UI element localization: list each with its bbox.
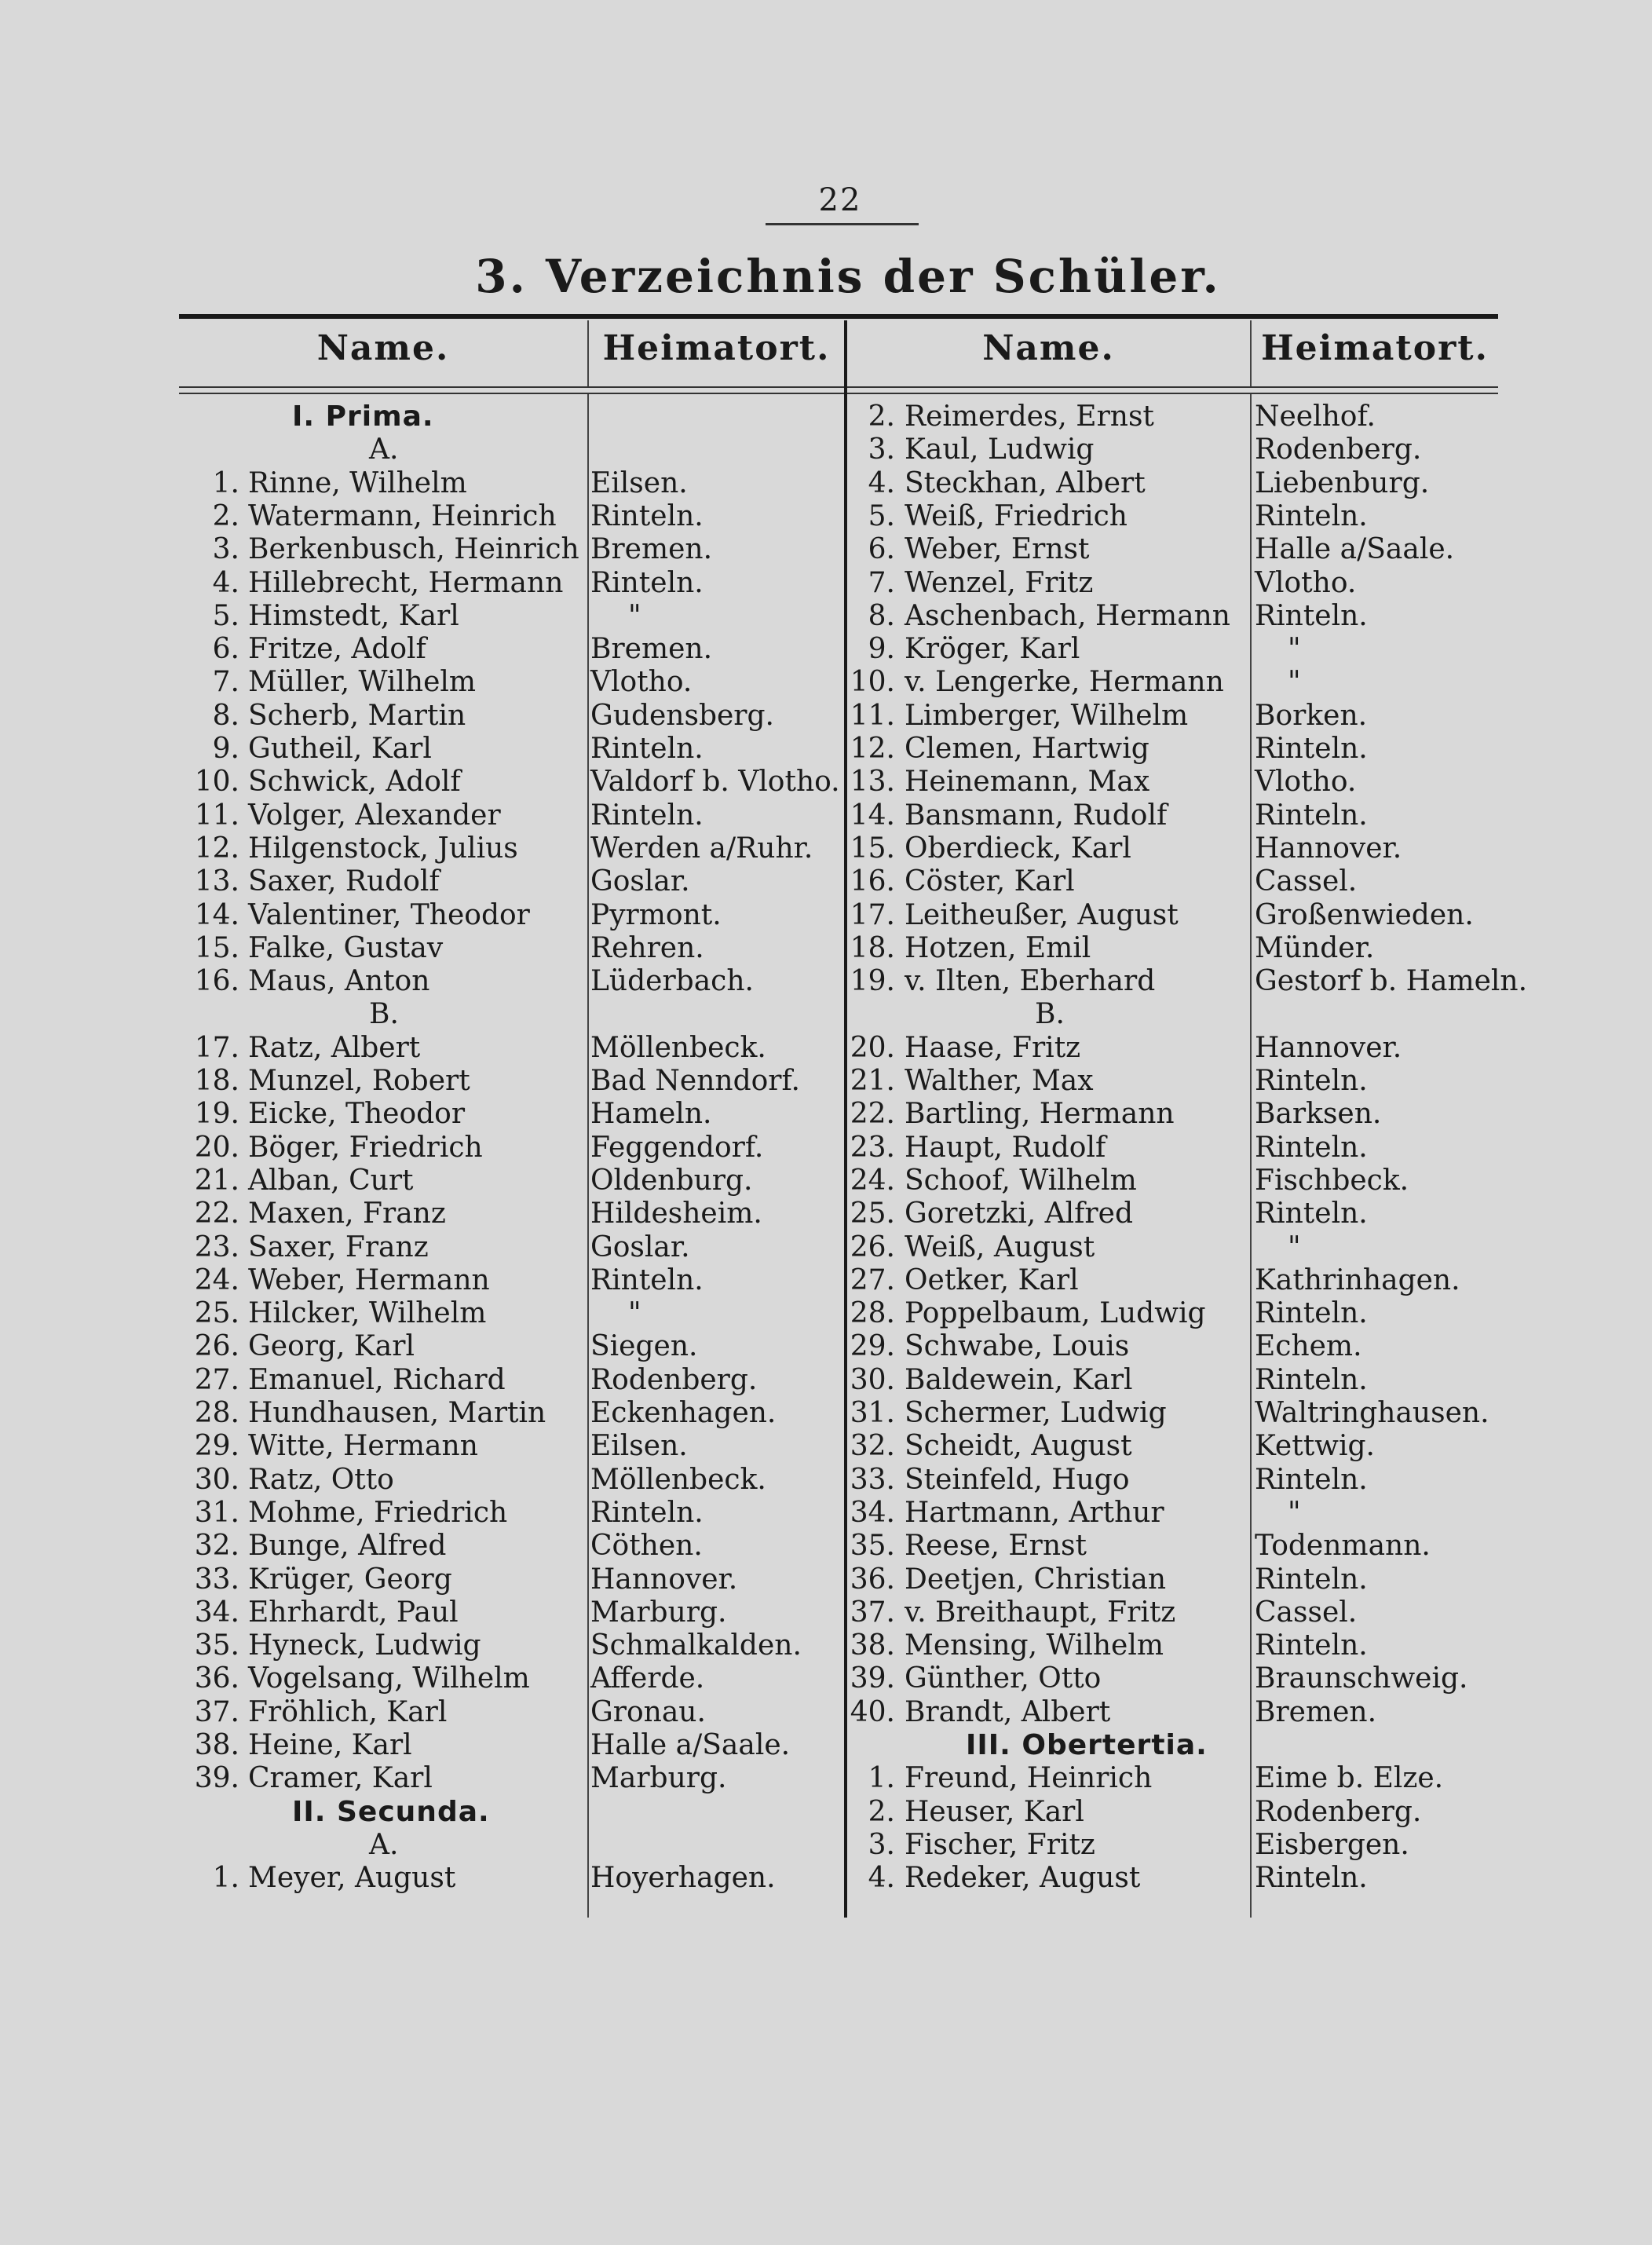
hometown: Barksen. <box>1255 1098 1382 1131</box>
student-name: Schoof, Wilhelm <box>905 1164 1137 1197</box>
student-number: 5. <box>868 499 895 532</box>
hometown: Hannover. <box>1255 832 1402 865</box>
student-name: v. Lengerke, Hermann <box>905 666 1224 699</box>
subsection-secunda-b: B. <box>1035 998 1065 1031</box>
student-number: 14. <box>850 799 895 832</box>
hometown: Rinteln. <box>1255 799 1368 832</box>
student-name: Hilgenstock, Julius <box>248 832 518 865</box>
hometown: Neelhof. <box>1255 400 1376 433</box>
student-number: 15. <box>850 832 895 865</box>
student-number: 26. <box>850 1230 895 1263</box>
hometown: Hameln. <box>590 1098 712 1131</box>
student-name: Bartling, Hermann <box>905 1098 1175 1131</box>
student-number: 38. <box>194 1729 239 1761</box>
hometown: Rinteln. <box>590 499 704 532</box>
hometown: Gudensberg. <box>590 699 774 732</box>
student-number: 9. <box>212 733 239 765</box>
header-bottom-rule-2 <box>179 393 1498 394</box>
hometown: Vlotho. <box>590 666 693 699</box>
hometown: Cöthen. <box>590 1530 703 1563</box>
column-divider-left-body <box>587 394 589 1918</box>
hometown: Halle a/Saale. <box>590 1729 791 1761</box>
student-number: 40. <box>850 1695 895 1728</box>
student-number: 17. <box>850 898 895 931</box>
student-number: 13. <box>850 766 895 799</box>
student-number: 5. <box>212 599 239 632</box>
student-number: 4. <box>868 1862 895 1895</box>
student-number: 6. <box>212 633 239 666</box>
student-number: 19. <box>850 965 895 998</box>
student-name: Watermann, Heinrich <box>248 499 557 532</box>
column-divider-right-body <box>1250 394 1252 1918</box>
hometown: Rinteln. <box>590 566 704 599</box>
student-number: 1. <box>868 1762 895 1795</box>
ditto-mark: " <box>1288 633 1301 666</box>
student-name: Leitheußer, August <box>905 898 1179 931</box>
hometown: Rinteln. <box>590 1496 704 1529</box>
hometown: Hildesheim. <box>590 1197 762 1230</box>
hometown: Hannover. <box>1255 1031 1402 1064</box>
student-name: Goretzki, Alfred <box>905 1197 1133 1230</box>
student-number: 33. <box>850 1463 895 1496</box>
student-number: 28. <box>850 1297 895 1330</box>
student-number: 39. <box>850 1662 895 1695</box>
student-name: Valentiner, Theodor <box>248 898 530 931</box>
student-number: 20. <box>194 1131 239 1164</box>
student-number: 30. <box>194 1463 239 1496</box>
student-name: Ehrhardt, Paul <box>248 1596 459 1629</box>
hometown: Rodenberg. <box>1255 433 1422 466</box>
student-number: 8. <box>868 599 895 632</box>
student-number: 25. <box>194 1297 239 1330</box>
student-number: 13. <box>194 865 239 898</box>
hometown: Goslar. <box>590 1230 690 1263</box>
student-name: Krüger, Georg <box>248 1563 452 1596</box>
header-bottom-rule <box>179 386 1498 388</box>
hometown: Vlotho. <box>1255 766 1357 799</box>
hometown: Rinteln. <box>1255 1363 1368 1396</box>
student-name: Fröhlich, Karl <box>248 1695 448 1728</box>
student-name: Falke, Gustav <box>248 931 444 964</box>
student-name: Witte, Hermann <box>248 1430 478 1463</box>
student-name: Maus, Anton <box>248 965 430 998</box>
student-name: Fischer, Fritz <box>905 1828 1095 1861</box>
ditto-mark: " <box>628 599 641 632</box>
page-number-rule <box>766 223 919 225</box>
student-number: 3. <box>868 1828 895 1861</box>
student-name: Volger, Alexander <box>248 799 501 832</box>
student-name: Hartmann, Arthur <box>905 1496 1164 1529</box>
student-name: Heine, Karl <box>248 1729 412 1761</box>
col-header-name-right: Name. <box>982 328 1115 368</box>
hometown: Cassel. <box>1255 865 1358 898</box>
student-name: Mensing, Wilhelm <box>905 1629 1164 1662</box>
student-number: 2. <box>868 1795 895 1828</box>
student-name: Ratz, Otto <box>248 1463 394 1496</box>
hometown: Hoyerhagen. <box>590 1862 776 1895</box>
student-number: 39. <box>194 1762 239 1795</box>
student-number: 20. <box>850 1031 895 1064</box>
student-name: v. Ilten, Eberhard <box>905 965 1156 998</box>
student-name: Limberger, Wilhelm <box>905 699 1189 732</box>
student-name: Berkenbusch, Heinrich <box>248 533 579 566</box>
student-number: 22. <box>850 1098 895 1131</box>
student-number: 29. <box>850 1330 895 1363</box>
student-number: 25. <box>850 1197 895 1230</box>
hometown: Rehren. <box>590 931 704 964</box>
section-heading-obertertia: III. Obertertia. <box>966 1729 1208 1761</box>
student-name: Böger, Friedrich <box>248 1131 483 1164</box>
student-number: 37. <box>194 1695 239 1728</box>
hometown: Eilsen. <box>590 1430 688 1463</box>
student-number: 12. <box>850 733 895 765</box>
student-name: Fritze, Adolf <box>248 633 426 666</box>
student-name: Deetjen, Christian <box>905 1563 1167 1596</box>
student-number: 17. <box>194 1031 239 1064</box>
student-number: 23. <box>850 1131 895 1164</box>
student-name: Alban, Curt <box>248 1164 414 1197</box>
hometown: Rinteln. <box>590 733 704 765</box>
student-name: Weber, Hermann <box>248 1263 490 1296</box>
student-number: 23. <box>194 1230 239 1263</box>
student-number: 11. <box>194 799 239 832</box>
student-name: Oberdieck, Karl <box>905 832 1131 865</box>
student-number: 32. <box>194 1530 239 1563</box>
student-number: 1. <box>212 466 239 499</box>
hometown: Feggendorf. <box>590 1131 764 1164</box>
student-number: 2. <box>868 400 895 433</box>
student-name: Munzel, Robert <box>248 1065 470 1097</box>
student-number: 10. <box>194 766 239 799</box>
hometown: Werden a/Ruhr. <box>590 832 813 865</box>
hometown: Rinteln. <box>1255 599 1368 632</box>
hometown: Oldenburg. <box>590 1164 753 1197</box>
hometown: Möllenbeck. <box>590 1031 766 1064</box>
hometown: Rodenberg. <box>1255 1795 1422 1828</box>
hometown: Echem. <box>1255 1330 1362 1363</box>
hometown: Pyrmont. <box>590 898 722 931</box>
student-name: Steckhan, Albert <box>905 466 1146 499</box>
hometown: Bremen. <box>590 533 713 566</box>
student-name: Vogelsang, Wilhelm <box>248 1662 530 1695</box>
hometown: Goslar. <box>590 865 690 898</box>
subsection-secunda-a: A. <box>369 1828 399 1861</box>
student-number: 19. <box>194 1098 239 1131</box>
student-name: Kröger, Karl <box>905 633 1080 666</box>
student-name: Hillebrecht, Hermann <box>248 566 564 599</box>
student-name: Reimerdes, Ernst <box>905 400 1154 433</box>
student-name: Emanuel, Richard <box>248 1363 506 1396</box>
student-name: Kaul, Ludwig <box>905 433 1095 466</box>
hometown: Kettwig. <box>1255 1430 1375 1463</box>
hometown: Rinteln. <box>1255 1197 1368 1230</box>
student-number: 21. <box>194 1164 239 1197</box>
student-number: 18. <box>850 931 895 964</box>
student-number: 24. <box>850 1164 895 1197</box>
student-name: Rinne, Wilhelm <box>248 466 467 499</box>
student-name: Walther, Max <box>905 1065 1094 1097</box>
student-number: 15. <box>194 931 239 964</box>
student-name: Mohme, Friedrich <box>248 1496 508 1529</box>
student-number: 36. <box>194 1662 239 1695</box>
hometown: Schmalkalden. <box>590 1629 802 1662</box>
student-name: Scheidt, August <box>905 1430 1132 1463</box>
student-name: Schermer, Ludwig <box>905 1397 1167 1429</box>
hometown: Afferde. <box>590 1662 705 1695</box>
student-number: 16. <box>850 865 895 898</box>
hometown: Lüderbach. <box>590 965 754 998</box>
hometown: Kathrinhagen. <box>1255 1263 1460 1296</box>
student-number: 24. <box>194 1263 239 1296</box>
student-name: Hyneck, Ludwig <box>248 1629 481 1662</box>
student-number: 34. <box>850 1496 895 1529</box>
student-name: Baldewein, Karl <box>905 1363 1133 1396</box>
col-header-hometown-left: Heimatort. <box>602 328 831 368</box>
student-name: Meyer, August <box>248 1862 456 1895</box>
student-name: Weber, Ernst <box>905 533 1090 566</box>
hometown: Vlotho. <box>1255 566 1357 599</box>
student-name: Reese, Ernst <box>905 1530 1087 1563</box>
student-name: Scherb, Martin <box>248 699 466 732</box>
student-name: Georg, Karl <box>248 1330 415 1363</box>
student-name: Brandt, Albert <box>905 1695 1111 1728</box>
hometown: Rodenberg. <box>590 1363 758 1396</box>
student-name: Hilcker, Wilhelm <box>248 1297 487 1330</box>
student-name: Cöster, Karl <box>905 865 1075 898</box>
student-number: 4. <box>868 466 895 499</box>
student-name: Haupt, Rudolf <box>905 1131 1106 1164</box>
student-number: 38. <box>850 1629 895 1662</box>
student-number: 14. <box>194 898 239 931</box>
ditto-mark: " <box>628 1297 641 1330</box>
student-number: 6. <box>868 533 895 566</box>
student-number: 36. <box>850 1563 895 1596</box>
student-number: 8. <box>212 699 239 732</box>
hometown: Rinteln. <box>1255 1563 1368 1596</box>
student-name: Freund, Heinrich <box>905 1762 1153 1795</box>
student-name: Gutheil, Karl <box>248 733 432 765</box>
student-number: 2. <box>212 499 239 532</box>
subsection-prima-a: A. <box>369 433 399 466</box>
hometown: Großenwieden. <box>1255 898 1474 931</box>
student-number: 7. <box>868 566 895 599</box>
hometown: Bad Nenndorf. <box>590 1065 800 1097</box>
student-number: 16. <box>194 965 239 998</box>
hometown: Bremen. <box>590 633 713 666</box>
hometown: Siegen. <box>590 1330 698 1363</box>
hometown: Waltringhausen. <box>1255 1397 1489 1429</box>
student-number: 35. <box>194 1629 239 1662</box>
student-number: 34. <box>194 1596 239 1629</box>
col-header-hometown-right: Heimatort. <box>1261 328 1489 368</box>
student-name: Saxer, Rudolf <box>248 865 440 898</box>
document-title: 3. Verzeichnis der Schüler. <box>475 250 1221 303</box>
student-name: Bunge, Alfred <box>248 1530 447 1563</box>
hometown: Rinteln. <box>1255 1862 1368 1895</box>
student-name: Himstedt, Karl <box>248 599 459 632</box>
student-number: 27. <box>850 1263 895 1296</box>
hometown: Bremen. <box>1255 1695 1377 1728</box>
student-name: Steinfeld, Hugo <box>905 1463 1130 1496</box>
student-number: 37. <box>850 1596 895 1629</box>
student-number: 31. <box>850 1397 895 1429</box>
student-number: 1. <box>212 1862 239 1895</box>
ditto-mark: " <box>1288 1230 1301 1263</box>
col-header-name-left: Name. <box>316 328 450 368</box>
hometown: Eime b. Elze. <box>1255 1762 1444 1795</box>
student-name: Cramer, Karl <box>248 1762 433 1795</box>
ditto-mark: " <box>1288 666 1301 699</box>
hometown: Eisbergen. <box>1255 1828 1409 1861</box>
column-divider-center <box>844 320 847 1918</box>
student-number: 30. <box>850 1363 895 1396</box>
student-name: Saxer, Franz <box>248 1230 429 1263</box>
hometown: Rinteln. <box>1255 733 1368 765</box>
student-number: 31. <box>194 1496 239 1529</box>
student-name: Hundhausen, Martin <box>248 1397 546 1429</box>
hometown: Liebenburg. <box>1255 466 1430 499</box>
student-number: 18. <box>194 1065 239 1097</box>
subsection-prima-b: B. <box>369 998 399 1031</box>
hometown: Rinteln. <box>1255 1065 1368 1097</box>
hometown: Valdorf b. Vlotho. <box>590 766 840 799</box>
ditto-mark: " <box>1288 1496 1301 1529</box>
student-number: 9. <box>868 633 895 666</box>
hometown: Rinteln. <box>1255 1297 1368 1330</box>
student-number: 21. <box>850 1065 895 1097</box>
hometown: Todenmann. <box>1255 1530 1431 1563</box>
student-name: v. Breithaupt, Fritz <box>905 1596 1176 1629</box>
hometown: Gronau. <box>590 1695 706 1728</box>
student-name: Weiß, August <box>905 1230 1095 1263</box>
hometown: Rinteln. <box>1255 1463 1368 1496</box>
hometown: Rinteln. <box>590 799 704 832</box>
student-name: Haase, Fritz <box>905 1031 1081 1064</box>
hometown: Braunschweig. <box>1255 1662 1468 1695</box>
student-number: 32. <box>850 1430 895 1463</box>
student-name: Schwick, Adolf <box>248 766 461 799</box>
student-name: Müller, Wilhelm <box>248 666 477 699</box>
student-name: Oetker, Karl <box>905 1263 1079 1296</box>
student-number: 35. <box>850 1530 895 1563</box>
page-number: 22 <box>818 182 862 218</box>
student-number: 27. <box>194 1363 239 1396</box>
student-name: Hotzen, Emil <box>905 931 1091 964</box>
student-name: Bansmann, Rudolf <box>905 799 1168 832</box>
student-name: Günther, Otto <box>905 1662 1102 1695</box>
student-name: Heuser, Karl <box>905 1795 1084 1828</box>
section-heading-secunda: II. Secunda. <box>292 1795 490 1828</box>
hometown: Borken. <box>1255 699 1368 732</box>
student-number: 10. <box>850 666 895 699</box>
hometown: Möllenbeck. <box>590 1463 766 1496</box>
student-number: 33. <box>194 1563 239 1596</box>
hometown: Fischbeck. <box>1255 1164 1409 1197</box>
hometown: Eilsen. <box>590 466 688 499</box>
student-number: 3. <box>212 533 239 566</box>
student-number: 29. <box>194 1430 239 1463</box>
hometown: Halle a/Saale. <box>1255 533 1455 566</box>
table-top-rule <box>179 314 1498 319</box>
hometown: Münder. <box>1255 931 1375 964</box>
hometown: Rinteln. <box>590 1263 704 1296</box>
hometown: Rinteln. <box>1255 1131 1368 1164</box>
student-number: 4. <box>212 566 239 599</box>
hometown: Marburg. <box>590 1762 727 1795</box>
hometown: Rinteln. <box>1255 499 1368 532</box>
student-name: Clemen, Hartwig <box>905 733 1149 765</box>
student-name: Schwabe, Louis <box>905 1330 1130 1363</box>
student-name: Weiß, Friedrich <box>905 499 1128 532</box>
section-heading-prima: I. Prima. <box>292 400 434 433</box>
student-name: Aschenbach, Hermann <box>905 599 1230 632</box>
hometown: Hannover. <box>590 1563 738 1596</box>
hometown: Gestorf b. Hameln. <box>1255 965 1528 998</box>
hometown: Cassel. <box>1255 1596 1358 1629</box>
student-name: Ratz, Albert <box>248 1031 421 1064</box>
hometown: Eckenhagen. <box>590 1397 777 1429</box>
student-name: Maxen, Franz <box>248 1197 446 1230</box>
student-name: Eicke, Theodor <box>248 1098 466 1131</box>
hometown: Rinteln. <box>1255 1629 1368 1662</box>
student-name: Wenzel, Fritz <box>905 566 1094 599</box>
student-number: 7. <box>212 666 239 699</box>
student-number: 3. <box>868 433 895 466</box>
student-number: 11. <box>850 699 895 732</box>
student-number: 12. <box>194 832 239 865</box>
student-number: 28. <box>194 1397 239 1429</box>
student-number: 26. <box>194 1330 239 1363</box>
hometown: Marburg. <box>590 1596 727 1629</box>
student-name: Poppelbaum, Ludwig <box>905 1297 1206 1330</box>
student-number: 22. <box>194 1197 239 1230</box>
student-name: Heinemann, Max <box>905 766 1150 799</box>
student-name: Redeker, August <box>905 1862 1141 1895</box>
